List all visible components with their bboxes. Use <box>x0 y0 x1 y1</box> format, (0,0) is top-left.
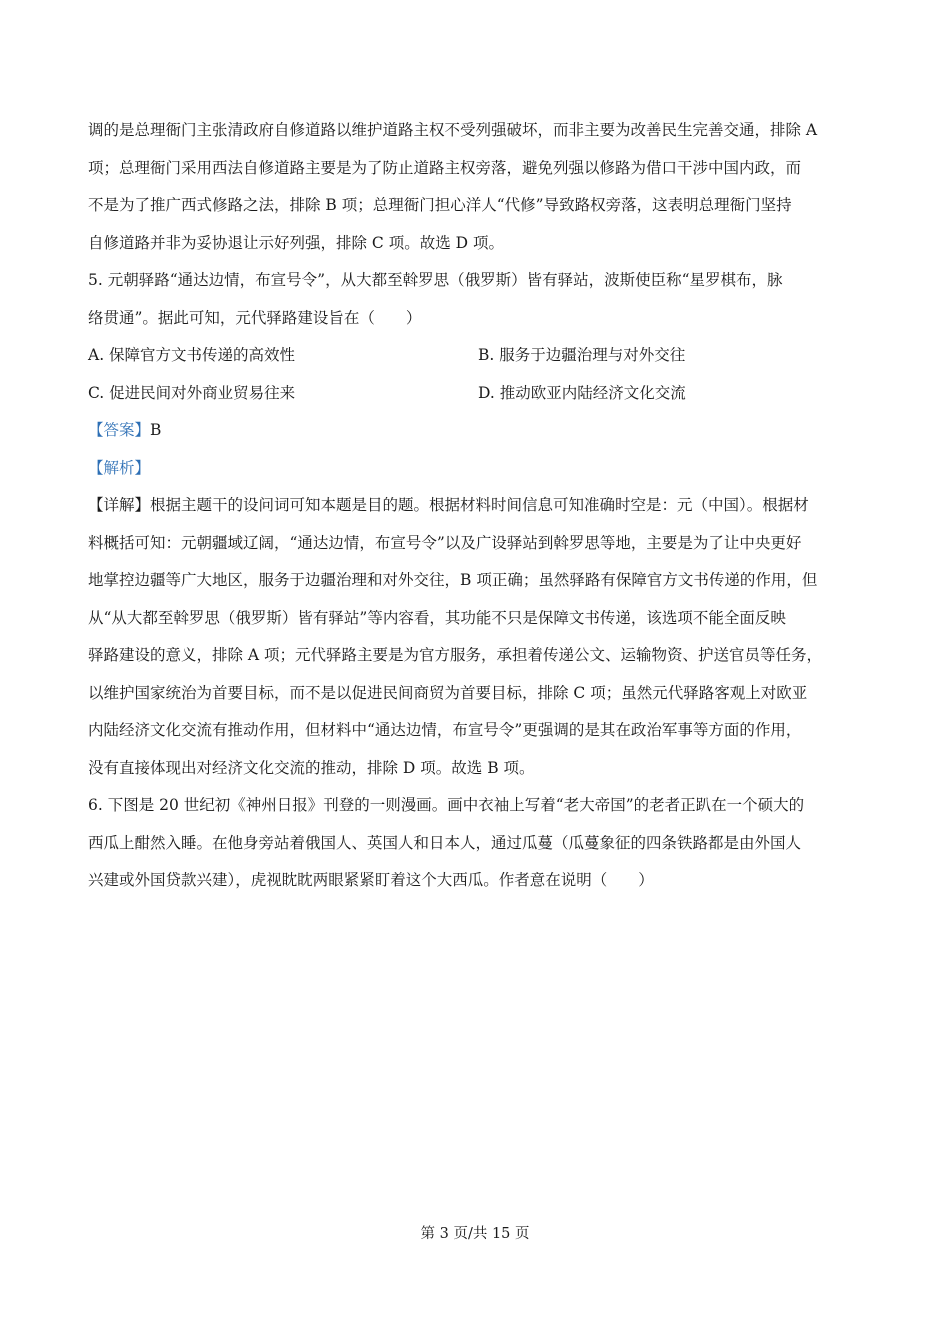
text-line: 兴建或外国贷款兴建），虎视眈眈两眼紧紧盯着这个大西瓜。作者意在说明（ ） <box>88 871 654 889</box>
q5-option-b: B. 服务于边疆治理与对外交往 <box>478 346 686 364</box>
q5-option-a: A. 保障官方文书传递的高效性 <box>88 346 296 364</box>
q5-option-d: D. 推动欧亚内陆经济文化交流 <box>478 383 686 402</box>
text-line: 地掌控边疆等广大地区，服务于边疆治理和对外交往，B 项正确；虽然驿路有保障官方文书传递的作用，但 <box>88 571 818 589</box>
q4-analysis-continuation <box>88 112 868 262</box>
text-line: 6. 下图是 20 世纪初《神州日报》刊登的一则漫画。画中衣袖上写着“老大帝国”的老者正趴在一个硕大的 <box>88 796 805 814</box>
q5-stem <box>88 262 868 337</box>
answer-value: B <box>150 421 162 439</box>
q6-stem <box>88 787 868 900</box>
text-line: 调的是总理衙门主张清政府自修道路以维护道路主权不受列强破坏，而非主要为改善民生完善交通，排除 A <box>88 121 818 139</box>
page-footer: 第 3 页/共 15 页 <box>420 1226 530 1242</box>
text-line: 从“从大都至斡罗思（俄罗斯）皆有驿站”等内容看，其功能不只是保障文书传递，该选项不能全面反映 <box>88 608 786 627</box>
text-line: 项；总理衙门采用西法自修道路主要是为了防止道路主权旁落，避免列强以修路为借口干涉中国内政，而 <box>88 158 802 177</box>
text-line: 络贯通”。据此可知，元代驿路建设旨在（ ） <box>88 308 422 327</box>
text-line: 没有直接体现出对经济文化交流的推动，排除 D 项。故选 B 项。 <box>88 758 535 777</box>
text-line: 自修道路并非为妥协退让示好列强，排除 C 项。故选 D 项。 <box>88 233 504 252</box>
q5-options <box>88 337 868 412</box>
detail-tag: 【详解】 <box>88 496 151 514</box>
answer-tag: 【答案】 <box>88 421 151 439</box>
document-body <box>88 112 868 900</box>
text-line: 西瓜上酣然入睡。在他身旁站着俄国人、英国人和日本人，通过瓜蔓（瓜蔓象征的四条铁路都是由外国人 <box>88 833 802 852</box>
q5-detail <box>88 487 868 787</box>
text-line: 5. 元朝驿路“通达边情，布宣号令”，从大都至斡罗思（俄罗斯）皆有驿站，波斯使臣称“星罗棋布，脉 <box>88 271 783 289</box>
text-line: 不是为了推广西式修路之法，排除 B 项；总理衙门担心洋人“代修”导致路权旁落，这表明总理衙门坚持 <box>88 196 792 214</box>
q5-analysis-heading <box>88 450 868 488</box>
q5-answer <box>88 412 868 450</box>
text-line: 内陆经济文化交流有推动作用，但材料中“通达边情，布宣号令”更强调的是其在政治军事等方面的作用， <box>88 721 802 739</box>
q5-option-c: C. 促进民间对外商业贸易往来 <box>88 383 296 402</box>
text-line: 驿路建设的意义，排除 A 项；元代驿路主要是为官方服务，承担着传递公文、运输物资、护送官员等任务， <box>88 646 823 664</box>
text-line: 料概括可知：元朝疆域辽阔，“通达边情，布宣号令”以及广设驿站到斡罗思等地，主要是为了让中央更好 <box>88 533 802 552</box>
text-line: 根据主题干的设问词可知本题是目的题。根据材料时间信息可知准确时空是：元（中国）。根据材 <box>150 496 809 514</box>
analysis-tag: 【解析】 <box>88 458 151 477</box>
text-line: 以维护国家统治为首要目标，而不是以促进民间商贸为首要目标，排除 C 项；虽然元代驿路客观上对欧亚 <box>88 683 808 702</box>
